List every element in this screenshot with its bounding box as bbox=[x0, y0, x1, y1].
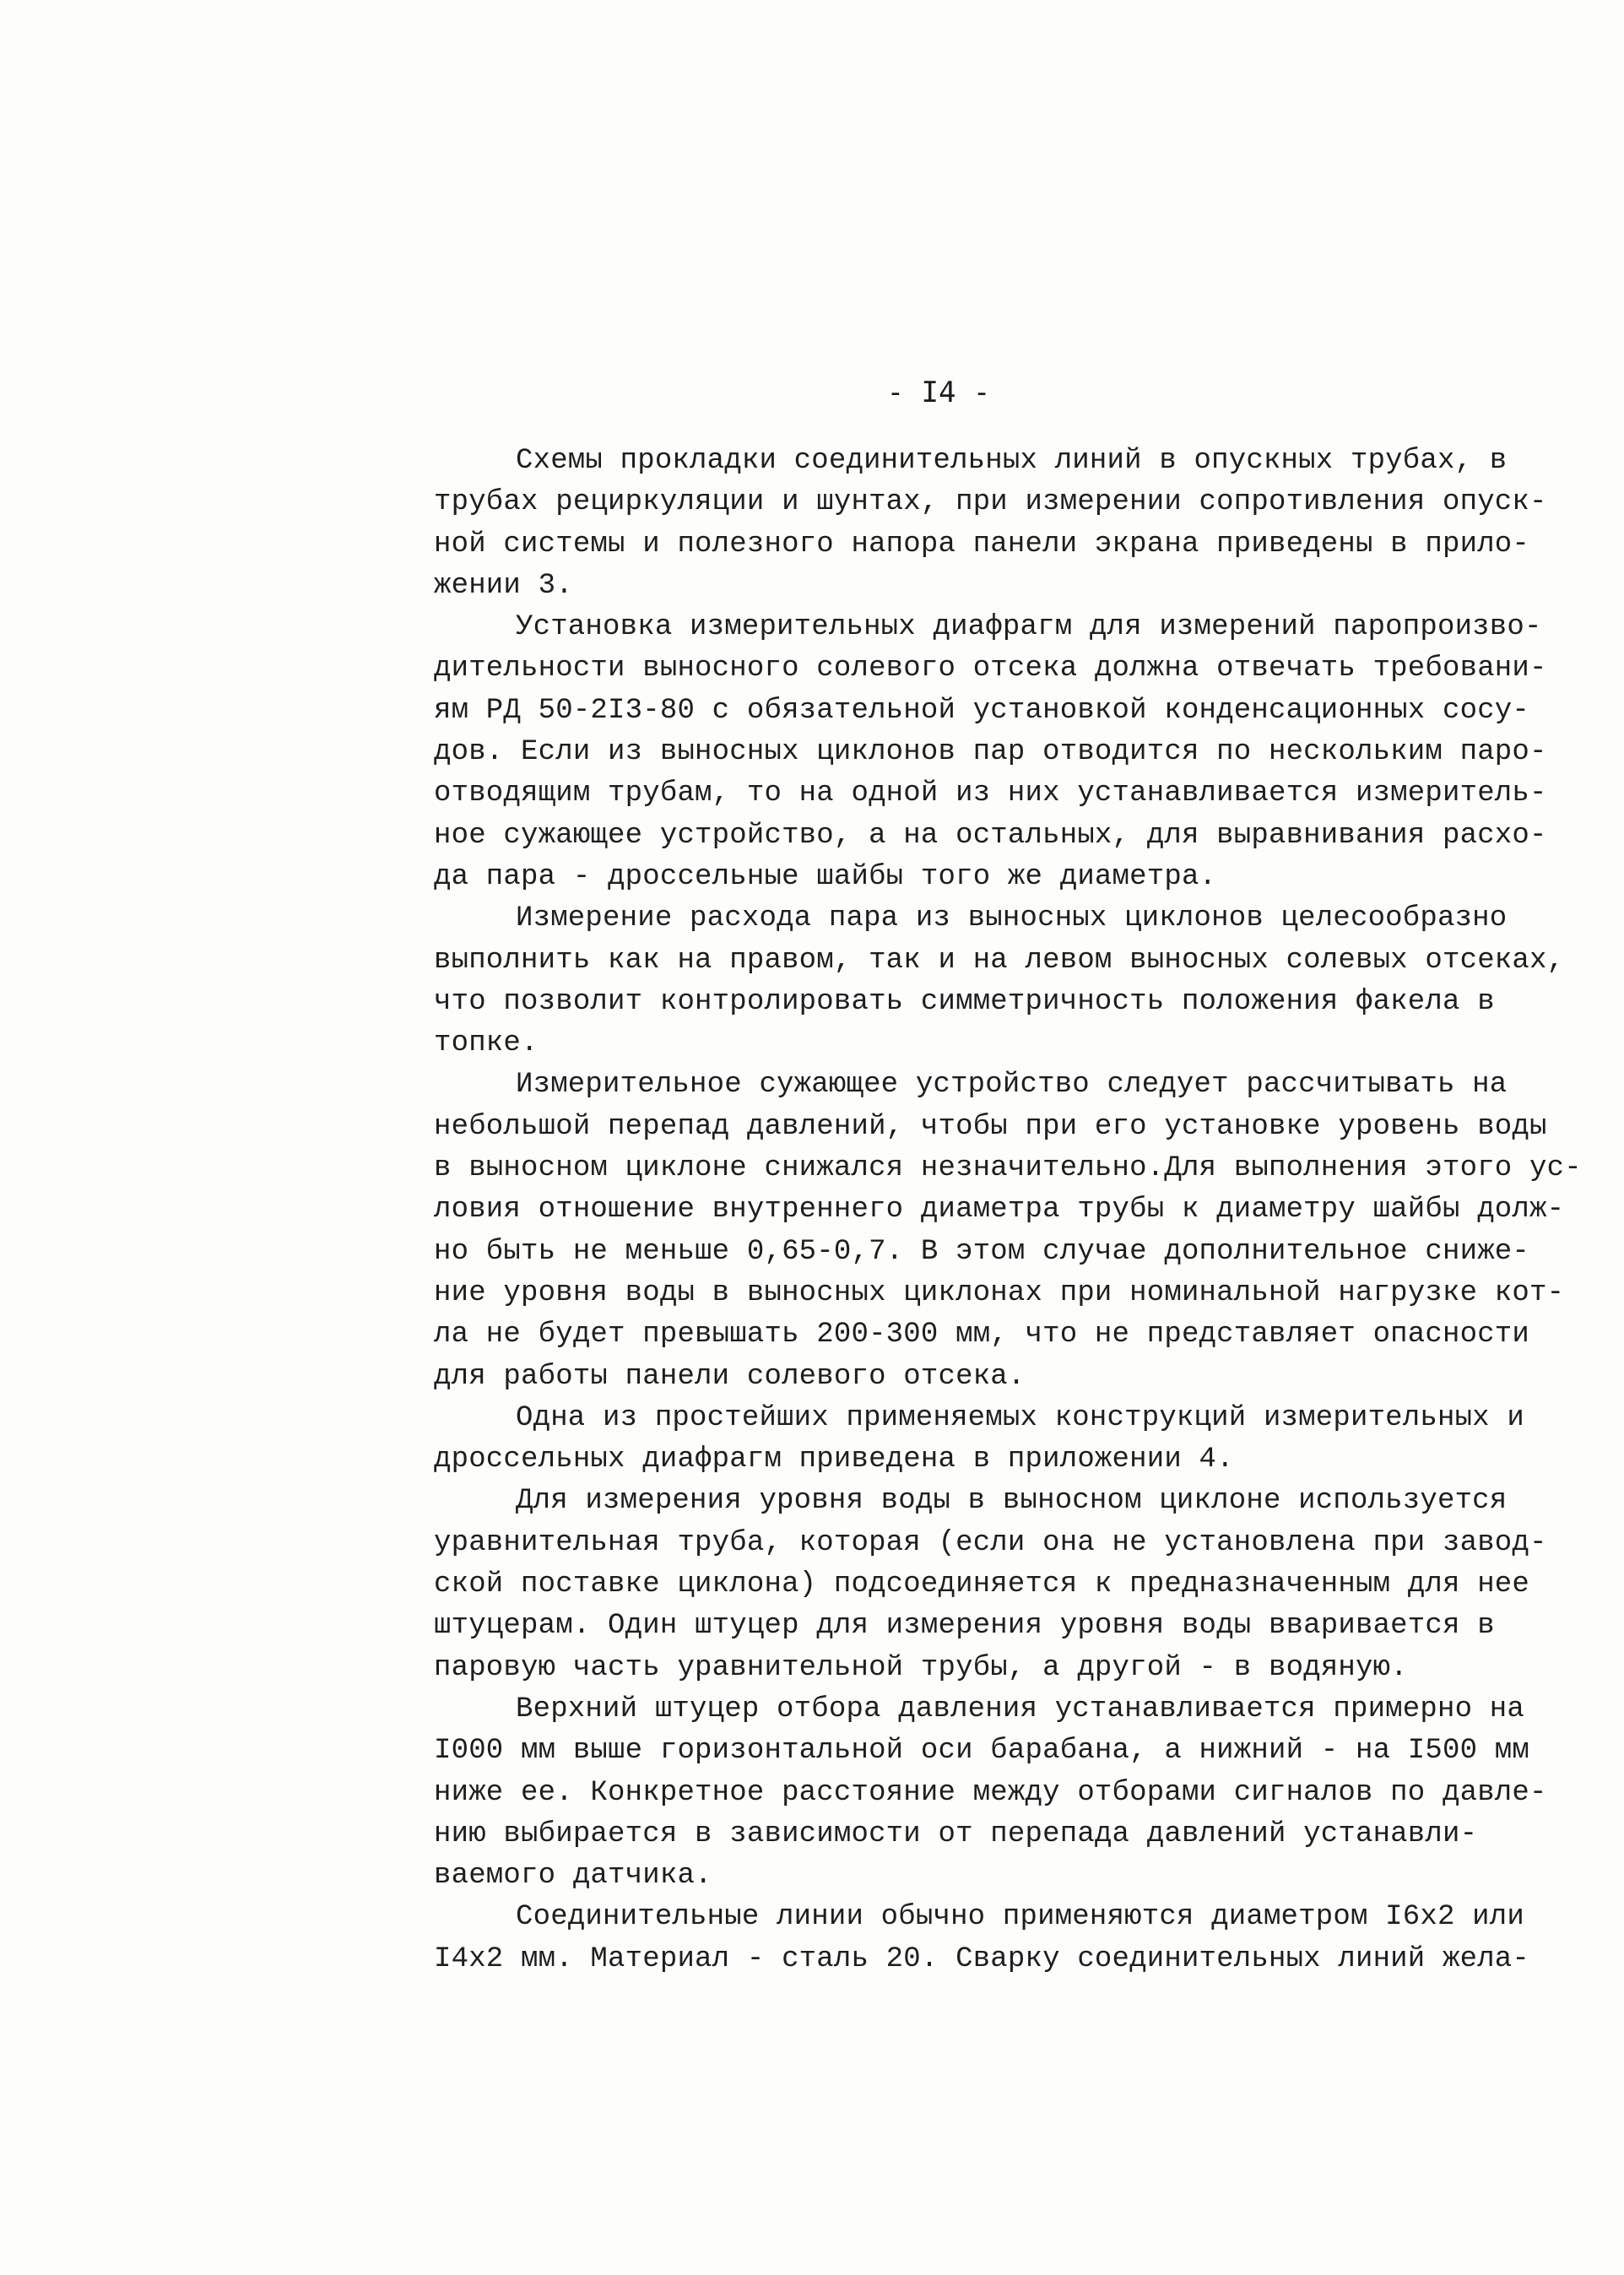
text-line: Измерение расхода пара из выносных циклонов целесообразно bbox=[516, 902, 1508, 935]
text-line: I000 мм выше горизонтальной оси барабана, а нижний - на I500 мм bbox=[434, 1735, 1530, 1768]
text-line: жении 3. bbox=[434, 569, 573, 602]
text-line: дов. Если из выносных циклонов пар отводится по нескольким паро- bbox=[434, 736, 1547, 769]
text-line: выполнить как на правом, так и на левом выносных солевых отсеках, bbox=[434, 944, 1565, 977]
text-line: что позволит контролировать симметричность положения факела в bbox=[434, 985, 1495, 1018]
text-line: ваемого датчика. bbox=[434, 1860, 712, 1893]
text-line: Соединительные линии обычно применяются диаметром I6x2 или bbox=[516, 1901, 1524, 1934]
text-line: ние уровня воды в выносных циклонах при номинальной нагрузке кот- bbox=[434, 1276, 1565, 1309]
text-line: ниже ее. Конкретное расстояние между отборами сигналов по давле- bbox=[434, 1776, 1547, 1809]
text-line: Одна из простейших применяемых конструкций измерительных и bbox=[516, 1401, 1524, 1434]
text-line: I4x2 мм. Материал - сталь 20. Сварку соединительных линий жела- bbox=[434, 1942, 1530, 1975]
text-line: для работы панели солевого отсека. bbox=[434, 1360, 1026, 1393]
text-line: небольшой перепад давлений, чтобы при его установке уровень воды bbox=[434, 1110, 1547, 1143]
text-line: но быть не меньше 0,65-0,7. В этом случае дополнительное сниже- bbox=[434, 1235, 1530, 1268]
text-line: ловия отношение внутреннего диаметра трубы к диаметру шайбы долж- bbox=[434, 1194, 1565, 1227]
text-line: дроссельных диафрагм приведена в приложении 4. bbox=[434, 1444, 1234, 1476]
text-line: ской поставке циклона) подсоединяется к предназначенным для нее bbox=[434, 1568, 1530, 1601]
text-line: топке. bbox=[434, 1027, 539, 1060]
text-line: нию выбирается в зависимости от перепада давлений устанавли- bbox=[434, 1817, 1478, 1850]
text-line: паровую часть уравнительной трубы, а другой - в водяную. bbox=[434, 1651, 1408, 1684]
text-line: Верхний штуцер отбора давления устанавливается примерно на bbox=[516, 1693, 1524, 1725]
text-line: штуцерам. Один штуцер для измерения уровня воды вваривается в bbox=[434, 1610, 1495, 1643]
page-number: - I4 - bbox=[886, 376, 991, 409]
text-line: уравнительная труба, которая (если она не установлена при завод- bbox=[434, 1526, 1547, 1559]
text-line: Схемы прокладки соединительных линий в опускных трубах, в bbox=[516, 445, 1508, 477]
text-line: да пара - дроссельные шайбы того же диаметра. bbox=[434, 860, 1217, 893]
text-line: отводящим трубам, то на одной из них устанавливается измеритель- bbox=[434, 777, 1547, 810]
text-line: Для измерения уровня воды в выносном циклоне используется bbox=[516, 1485, 1508, 1518]
body-text bbox=[434, 441, 1582, 1980]
text-line: Измерительное сужающее устройство следует рассчитывать на bbox=[516, 1069, 1508, 1102]
text-line: ное сужающее устройство, а на остальных, для выравнивания расхо- bbox=[434, 819, 1547, 852]
text-line: трубах рециркуляции и шунтах, при измерении сопротивления опуск- bbox=[434, 486, 1547, 519]
text-line: ям РД 50-2I3-80 с обязательной установкой конденсационных сосу- bbox=[434, 694, 1530, 727]
text-line: дительности выносного солевого отсека должна отвечать требовани- bbox=[434, 653, 1547, 685]
text-line: Установка измерительных диафрагм для измерений паропроизво- bbox=[516, 611, 1542, 644]
text-line: в выносном циклоне снижался незначительно.Для выполнения этого ус- bbox=[434, 1152, 1582, 1185]
text-line: ла не будет превышать 200-300 мм, что не представляет опасности bbox=[434, 1319, 1530, 1351]
text-line: ной системы и полезного напора панели экрана приведены в прило- bbox=[434, 528, 1530, 561]
